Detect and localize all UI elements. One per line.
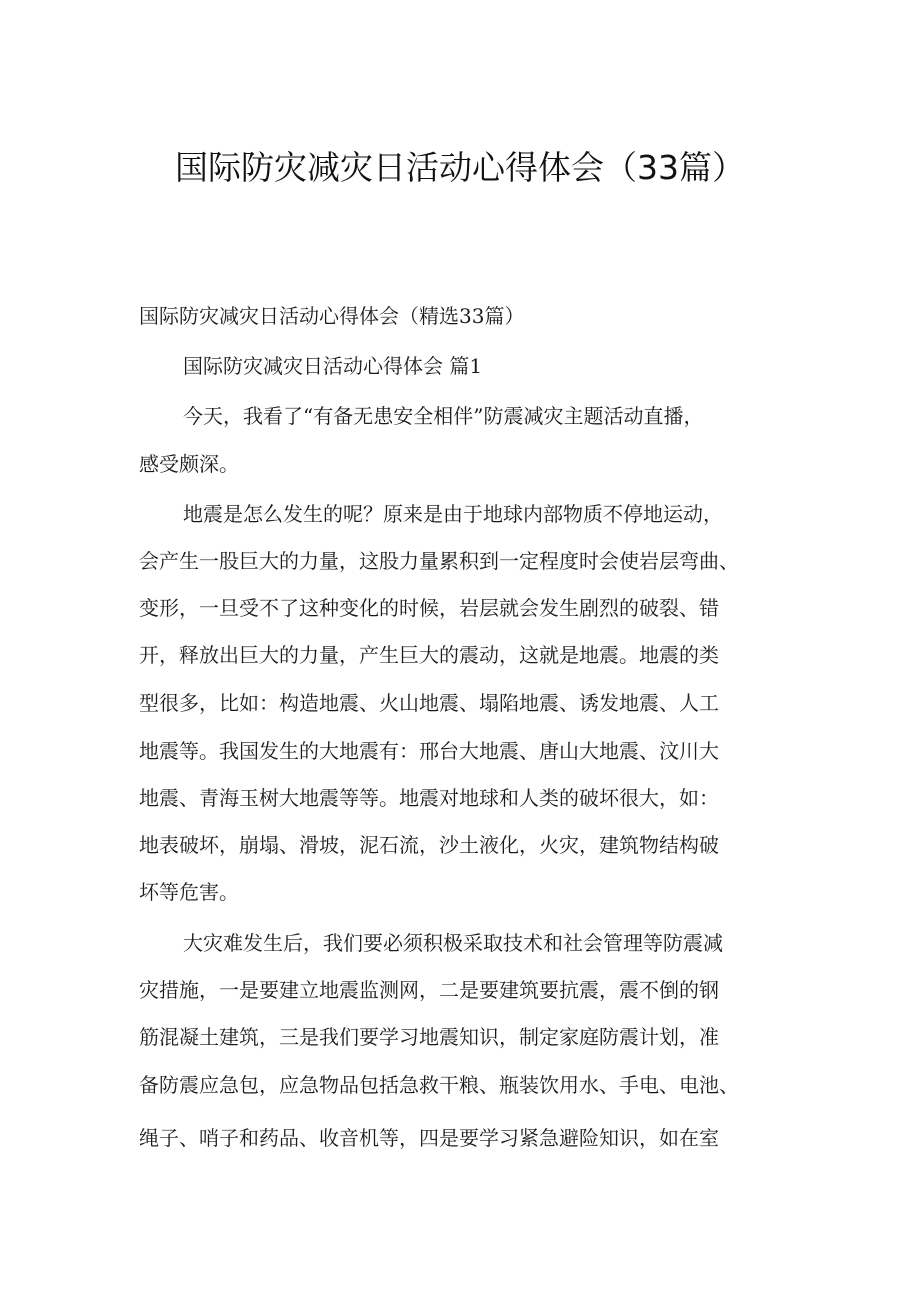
paragraph-line: 开，释放出巨大的力量，产生巨大的震动，这就是地震。地震的类 [139, 643, 719, 667]
paragraph-line: 备防震应急包，应急物品包括急救干粮、瓶装饮用水、手电、电池、 [139, 1073, 739, 1097]
paragraph-line: 绳子、哨子和药品、收音机等，四是要学习紧急避险知识，如在室 [139, 1126, 719, 1150]
paragraph-line: 大灾难发生后，我们要必须积极采取技术和社会管理等防震减 [183, 931, 723, 955]
paragraph-line: 地震、青海玉树大地震等等。地震对地球和人类的破坏很大，如： [139, 786, 719, 810]
paragraph-line: 变形，一旦受不了这种变化的时候，岩层就会发生剧烈的破裂、错 [139, 596, 719, 620]
paragraph-line: 地震等。我国发生的大地震有：邢台大地震、唐山大地震、汶川大 [139, 739, 719, 763]
paragraph-line: 筋混凝土建筑，三是我们要学习地震知识，制定家庭防震计划，准 [139, 1025, 719, 1049]
paragraph-line: 地震是怎么发生的呢？原来是由于地球内部物质不停地运动， [183, 502, 723, 526]
paragraph-line: 坏等危害。 [139, 880, 239, 904]
paragraph-line: 感受颇深。 [139, 452, 239, 476]
paragraph-line: 地表破坏，崩塌、滑坡，泥石流，沙土液化，火灾，建筑物结构破 [139, 833, 719, 857]
document-title: 国际防灾减灾日活动心得体会（33篇） [175, 148, 745, 187]
paragraph-line: 会产生一股巨大的力量，这股力量累积到一定程度时会使岩层弯曲、 [139, 549, 739, 573]
paragraph-line: 今天，我看了“有备无患安全相伴”防震减灾主题活动直播， [183, 404, 704, 428]
document-subtitle: 国际防灾减灾日活动心得体会（精选33篇） [139, 304, 525, 328]
paragraph-line: 型很多，比如：构造地震、火山地震、塌陷地震、诱发地震、人工 [139, 691, 719, 715]
paragraph-line: 灾措施，一是要建立地震监测网，二是要建筑要抗震，震不倒的钢 [139, 978, 719, 1002]
section-heading: 国际防灾减灾日活动心得体会 篇1 [183, 354, 483, 378]
